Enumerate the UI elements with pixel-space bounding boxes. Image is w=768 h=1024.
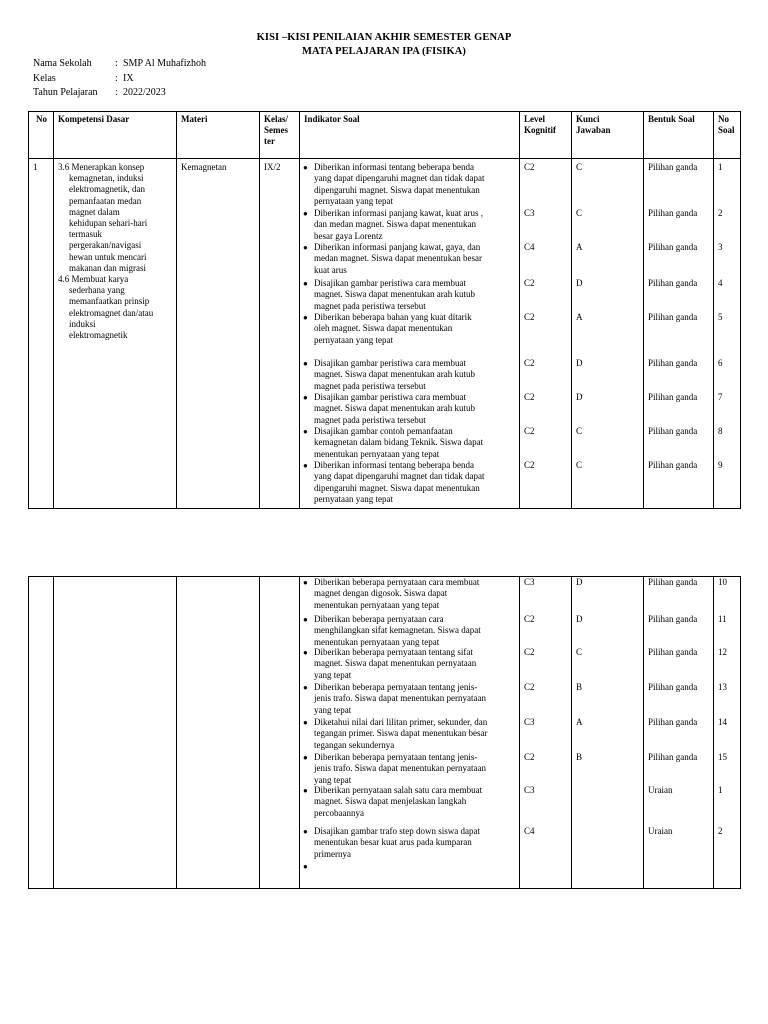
bullet-icon: ●	[303, 427, 308, 436]
answer-key-cell: B	[576, 682, 583, 692]
indicator-item: ● Diberikan beberapa pernyataan cara membuat magnet dengan digosok. Siswa dapat menentukan pernyataan yang tepat	[303, 577, 480, 610]
answer-key-cell: A	[576, 312, 583, 322]
bullet-icon: ●	[303, 615, 308, 624]
indicator-item: ● Diberikan beberapa pernyataan tentang sifat magnet. Siswa dapat menentukan pernyataan yang tepat	[303, 647, 477, 680]
question-number-cell: 2	[718, 826, 723, 836]
indicator-item: ● Disajikan gambar peristiwa cara membuat magnet. Siswa dapat menentukan arah kutub magnet pada peristiwa tersebut	[303, 358, 475, 391]
question-type-cell: Pilihan ganda	[648, 358, 698, 368]
cognitive-level-cell: C2	[524, 392, 535, 402]
indicator-item: ● Diberikan beberapa pernyataan tentang jenis- jenis trafo. Siswa dapat menentukan pernyataan yang tepat	[303, 752, 486, 785]
answer-key-cell: C	[576, 162, 583, 172]
header-class-semester: Kelas/ Semes ter	[264, 114, 288, 146]
question-number-cell: 8	[718, 426, 723, 436]
bullet-icon: ●	[303, 786, 308, 795]
cognitive-level-cell: C2	[524, 278, 535, 288]
indicator-item: ● Diberikan informasi panjang kawat, kuat arus , dan medan magnet. Siswa dapat menentukan besar gaya Lorentz	[303, 208, 483, 241]
answer-key-cell: D	[576, 577, 583, 587]
indicator-item: ● Disajikan gambar contoh pemanfaatan kemagnetan dalam bidang Teknik. Siswa dapat menentukan pernyataan yang tepat	[303, 426, 484, 459]
row-number: 1	[33, 162, 38, 172]
answer-key-cell: C	[576, 460, 583, 470]
question-number-cell: 13	[718, 682, 727, 692]
answer-key-cell: B	[576, 752, 583, 762]
question-number-cell: 2	[718, 208, 723, 218]
question-number-cell: 11	[718, 614, 727, 624]
question-number-cell: 1	[718, 162, 723, 172]
cognitive-level-cell: C3	[524, 785, 535, 795]
bullet-icon: ●	[303, 862, 308, 871]
cognitive-level-cell: C2	[524, 426, 535, 436]
bullet-icon: ●	[303, 313, 308, 322]
question-type-cell: Pilihan ganda	[648, 647, 698, 657]
bullet-icon: ●	[303, 163, 308, 172]
bullet-icon: ●	[303, 718, 308, 727]
cognitive-level-cell: C2	[524, 162, 535, 172]
indicator-item: ● Diberikan beberapa pernyataan tentang jenis- jenis trafo. Siswa dapat menentukan pernyataan yang tepat	[303, 682, 486, 715]
cognitive-level-cell: C2	[524, 312, 535, 322]
cognitive-level-cell: C3	[524, 717, 535, 727]
indicator-item: ● Diberikan pernyataan salah satu cara membuat magnet. Siswa dapat menjelaskan langkah percobaannya	[303, 785, 483, 818]
cognitive-level-cell: C4	[524, 826, 535, 836]
question-number-cell: 3	[718, 242, 723, 252]
indicator-item: ● Diberikan beberapa bahan yang kuat ditarik oleh magnet. Siswa dapat menentukan pernyataan yang tepat	[303, 312, 472, 345]
question-number-cell: 4	[718, 278, 723, 288]
indicator-item: ● Disajikan gambar trafo step down siswa dapat menentukan besar kuat arus pada kumparan primernya	[303, 826, 480, 859]
question-number-cell: 12	[718, 647, 727, 657]
cognitive-level-cell: C2	[524, 460, 535, 470]
indicator-item: ● Diberikan beberapa pernyataan cara menghilangkan sifat kemagnetan. Siswa dapat menentukan pernyataan yang tepat	[303, 614, 481, 647]
answer-key-cell: D	[576, 358, 583, 368]
answer-key-cell: A	[576, 242, 583, 252]
grid-table-page1	[28, 111, 741, 509]
header-cognitive-level: Level Kognitif	[524, 114, 557, 135]
question-number-cell: 10	[718, 577, 727, 587]
bullet-icon: ●	[303, 393, 308, 402]
answer-key-cell: C	[576, 208, 583, 218]
grid-table-page2	[28, 576, 741, 889]
cognitive-level-cell: C2	[524, 682, 535, 692]
question-type-cell: Pilihan ganda	[648, 278, 698, 288]
header-no: No	[36, 114, 47, 124]
cognitive-level-cell: C2	[524, 647, 535, 657]
info-value-school: SMP Al Muhafizhoh	[123, 58, 206, 69]
question-type-cell: Uraian	[648, 826, 673, 836]
bullet-icon: ●	[303, 648, 308, 657]
answer-key-cell: A	[576, 717, 583, 727]
cognitive-level-cell: C3	[524, 208, 535, 218]
header-indicator: Indikator Soal	[304, 114, 360, 124]
bullet-icon: ●	[303, 827, 308, 836]
question-type-cell: Pilihan ganda	[648, 717, 698, 727]
document-subtitle: MATA PELAJARAN IPA (FISIKA)	[302, 46, 466, 57]
answer-key-cell: C	[576, 426, 583, 436]
indicator-item: ● Diketahui nilai dari lilitan primer, sekunder, dan tegangan primer. Siswa dapat menentukan besar tegangan sekundernya	[303, 717, 488, 750]
info-label-year: Tahun Pelajaran	[33, 87, 98, 98]
cognitive-level-cell: C4	[524, 242, 535, 252]
class-semester-cell: IX/2	[264, 162, 281, 172]
bullet-icon: ●	[303, 461, 308, 470]
bullet-icon: ●	[303, 683, 308, 692]
question-type-cell: Pilihan ganda	[648, 614, 698, 624]
bullet-icon: ●	[303, 209, 308, 218]
indicator-item: ● Diberikan informasi panjang kawat, gaya, dan medan magnet. Siswa dapat menentukan besar kuat arus	[303, 242, 482, 275]
question-number-cell: 6	[718, 358, 723, 368]
info-sep-year: :	[115, 87, 118, 98]
question-type-cell: Pilihan ganda	[648, 460, 698, 470]
indicator-item: ● Diberikan informasi tentang beberapa benda yang dapat dipengaruhi magnet dan tidak dapat dipengaruhi magnet. Siswa dapat menentukan pernyataan yang tepat	[303, 460, 485, 505]
bullet-icon: ●	[303, 753, 308, 762]
answer-key-cell: D	[576, 392, 583, 402]
bullet-icon: ●	[303, 359, 308, 368]
cognitive-level-cell: C3	[524, 577, 535, 587]
header-material: Materi	[181, 114, 208, 124]
material-cell: Kemagnetan	[181, 162, 227, 172]
cognitive-level-cell: C2	[524, 614, 535, 624]
question-type-cell: Pilihan ganda	[648, 312, 698, 322]
info-value-class: IX	[123, 73, 134, 84]
question-number-cell: 1	[718, 785, 723, 795]
document-title: KISI –KISI PENILAIAN AKHIR SEMESTER GENAP	[256, 32, 512, 43]
header-question-type: Bentuk Soal	[648, 114, 695, 124]
competency-cell: 3.6 Menerapkan konsep kemagnetan, induksi elektromagnetik, dan pemanfaatan medan magnet dalam kehidupan sehari-hari termasuk pergerakan/navigasi hewan untuk mencari makanan dan migrasi 4.6 Membuat karya sederhana yang memanfaatkan prinsip elektromagnet dan/atau induksi elektromagnetik	[58, 162, 154, 341]
header-answer-key: Kunci Jawaban	[576, 114, 611, 135]
answer-key-cell: D	[576, 614, 583, 624]
header-question-number: No Soal	[718, 114, 735, 135]
question-type-cell: Pilihan ganda	[648, 752, 698, 762]
bullet-icon: ●	[303, 279, 308, 288]
question-number-cell: 14	[718, 717, 727, 727]
info-sep-school: :	[115, 58, 118, 69]
info-label-school: Nama Sekolah	[33, 58, 92, 69]
answer-key-cell: D	[576, 278, 583, 288]
question-type-cell: Pilihan ganda	[648, 577, 698, 587]
info-value-year: 2022/2023	[123, 87, 166, 98]
question-type-cell: Pilihan ganda	[648, 162, 698, 172]
header-competency: Kompetensi Dasar	[58, 114, 130, 124]
cognitive-level-cell: C2	[524, 358, 535, 368]
bullet-icon: ●	[303, 578, 308, 587]
question-number-cell: 9	[718, 460, 723, 470]
cognitive-level-cell: C2	[524, 752, 535, 762]
question-type-cell: Pilihan ganda	[648, 242, 698, 252]
info-label-class: Kelas	[33, 73, 56, 84]
question-type-cell: Pilihan ganda	[648, 208, 698, 218]
indicator-item: ● Disajikan gambar peristiwa cara membuat magnet. Siswa dapat menentukan arah kutub magnet pada peristiwa tersebut	[303, 392, 475, 425]
question-number-cell: 5	[718, 312, 723, 322]
answer-key-cell: C	[576, 647, 583, 657]
indicator-item: ● Disajikan gambar peristiwa cara membuat magnet. Siswa dapat menentukan arah kutub magnet pada peristiwa tersebut	[303, 278, 475, 311]
question-type-cell: Uraian	[648, 785, 673, 795]
bullet-icon: ●	[303, 243, 308, 252]
indicator-item: ● Diberikan informasi tentang beberapa benda yang dapat dipengaruhi magnet dan tidak dapat dipengaruhi magnet. Siswa dapat menentukan pernyataan yang tepat	[303, 162, 485, 207]
question-type-cell: Pilihan ganda	[648, 682, 698, 692]
info-sep-class: :	[115, 73, 118, 84]
question-type-cell: Pilihan ganda	[648, 426, 698, 436]
question-number-cell: 15	[718, 752, 727, 762]
question-number-cell: 7	[718, 392, 723, 402]
question-type-cell: Pilihan ganda	[648, 392, 698, 402]
